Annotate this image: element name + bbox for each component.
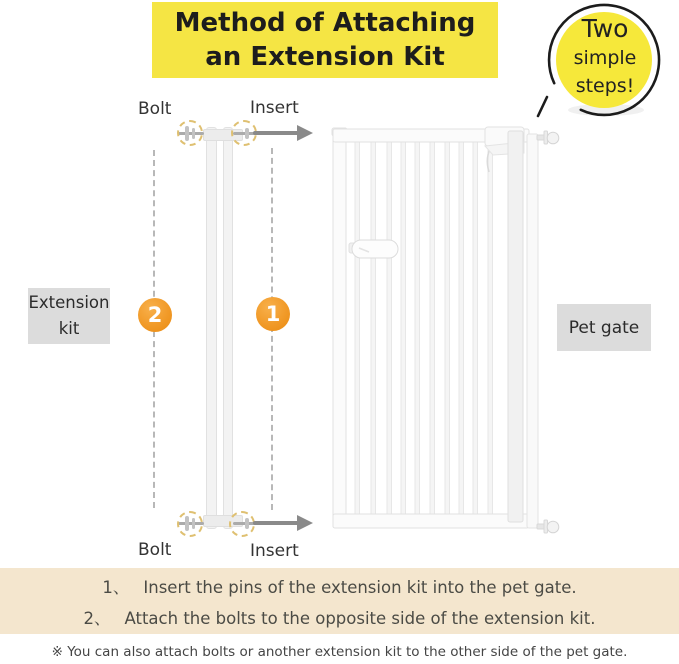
footnote: ※ You can also attach bolts or another extension kit to the other side of the pet gate. xyxy=(51,644,628,660)
step-marker-1 xyxy=(256,297,290,331)
step-marker-2-number: 2 xyxy=(147,303,163,327)
badge-line-2: simple xyxy=(573,46,637,69)
instruction-step-1 xyxy=(102,574,576,598)
title-line-1: Method of Attaching xyxy=(174,7,476,38)
extension-kit-label-line2: kit xyxy=(58,319,80,338)
arrow-bottom-icon xyxy=(297,515,313,531)
instructions-band xyxy=(0,568,679,634)
step-marker-1-number: 1 xyxy=(265,302,281,326)
instruction-step-2 xyxy=(84,605,596,629)
label-insert-bottom: Insert xyxy=(250,541,299,561)
pet-gate-label xyxy=(557,304,651,351)
highlight-ring-bolt-bottom xyxy=(177,511,203,537)
extension-kit-label-line1: Extension xyxy=(28,292,110,312)
arrow-bottom-shaft xyxy=(253,521,299,525)
pet-gate-illustration xyxy=(325,118,565,540)
arrow-top-icon xyxy=(297,125,313,141)
arrow-top-shaft xyxy=(253,131,299,135)
extension-kit-right-bar xyxy=(223,127,233,529)
badge-line-1: Two xyxy=(581,14,629,43)
instruction-step-2-number: 2、 xyxy=(83,608,111,628)
label-bolt-top: Bolt xyxy=(138,99,172,119)
instruction-step-1-number: 1、 xyxy=(102,577,130,597)
badge-line-3: steps! xyxy=(575,75,635,98)
highlight-ring-bolt-top xyxy=(177,120,203,146)
badge-text xyxy=(552,15,658,97)
instruction-step-2-text: Attach the bolts to the opposite side of the extension kit. xyxy=(124,608,596,628)
label-insert-top: Insert xyxy=(250,98,299,118)
pet-gate-label-text: Pet gate xyxy=(568,317,640,338)
instruction-step-1-text: Insert the pins of the extension kit into the pet gate. xyxy=(143,577,577,597)
title-banner xyxy=(152,2,498,78)
extension-kit-label xyxy=(28,288,110,344)
highlight-ring-insert-bottom xyxy=(229,511,255,537)
extension-kit-left-bar xyxy=(206,127,217,529)
title-line-2: an Extension Kit xyxy=(205,42,445,72)
label-bolt-bottom: Bolt xyxy=(138,540,172,560)
step-marker-2 xyxy=(138,298,172,332)
